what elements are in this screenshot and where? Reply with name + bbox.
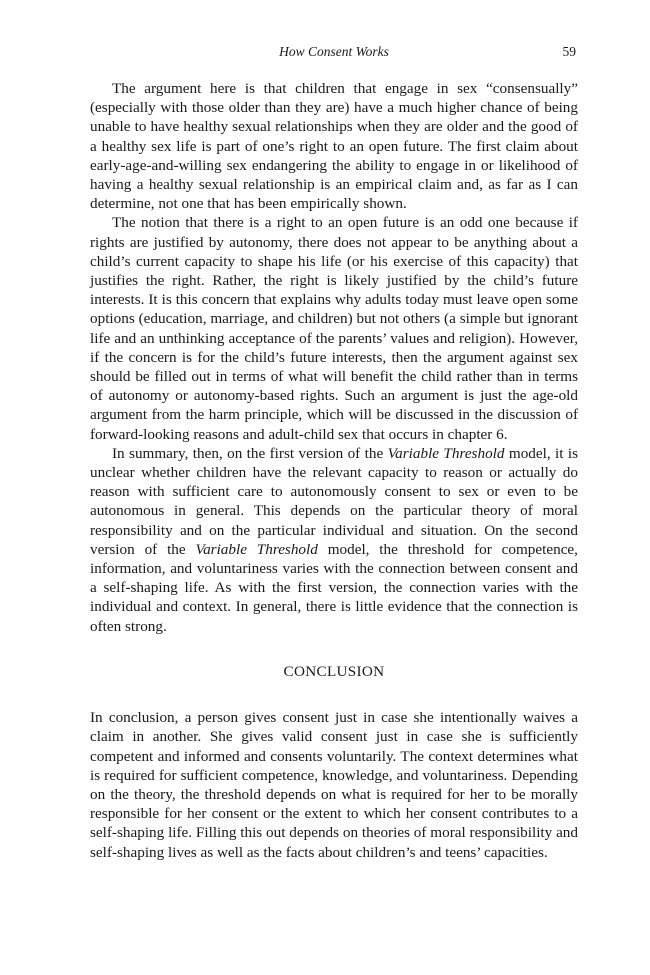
- section-heading: CONCLUSION: [283, 662, 385, 680]
- paragraph-argument: The argument here is that children that engage in sex “consensually” (especially with those older than they are) have a much higher chance of being unable to have healthy sexual relationships when they are older and the good of a healthy sex life is part of one’s right to an open future. The first claim about early-age-and-willing sex endangering the ability to engage in or likelihood of having a healthy sexual relationship is an empirical claim and, as far as I can determine, not one that has been empirically shown.: [90, 80, 578, 213]
- book-page: [90, 44, 578, 862]
- running-title: How Consent Works: [279, 44, 389, 59]
- model-name-1: Variable Threshold: [387, 444, 505, 462]
- summary-text-2: model, it is unclear whether children have the relevant capacity to reason or actually do reason with sufficient care to autonomously consent to sex or even to be autonomous in general. This depends on the particular theory of moral responsibility and on the particular individual and situation. On the second version of the: [90, 444, 578, 558]
- running-head: [90, 44, 578, 66]
- summary-text-3: model, the threshold for competence, information, and voluntariness varies with the connection between consent and a self-shaping life. As with the first version, the connection varies with the individual and context. In general, there is little evidence that the connection is often strong.: [90, 540, 578, 635]
- model-name-2: Variable Threshold: [195, 540, 318, 558]
- paragraph-open-future: The notion that there is a right to an open future is an odd one because if rights are justified by autonomy, there does not appear to be anything about a child’s current capacity to shape his life (or his exercise of this capacity) that justifies the right. Rather, the right is likely justified by the child’s future interests. It is this concern that explains why adults today must leave open some options (education, marriage, and children) but not others (a simple but ignorant life and an unthinking acceptance of the parents’ values and religion). However, if the concern is for the child’s future interests, then the argument against sex should be filled out in terms of what will benefit the child rather than in terms of autonomy or autonomy-based rights. Such an argument is just the age-old argument from the harm principle, which will be discussed in the discussion of forward-looking reasons and adult-child sex that occurs in chapter 6.: [90, 214, 578, 443]
- summary-text-1: In summary, then, on the first version of the: [112, 444, 388, 462]
- page-number: 59: [562, 44, 576, 59]
- paragraph-conclusion: In conclusion, a person gives consent just in case she intentionally waives a claim in another. She gives valid consent just in case she is sufficiently competent and informed and consents voluntarily. The context determines what is required for sufficient competence, knowledge, and voluntariness. Depending on the theory, the threshold depends on what is required for her to be morally responsible for her consent or the extent to which her consent contributes to a self-shaping life. Filling this out depends on theories of moral responsibility and self-shaping lives as well as the facts about children’s and teens’ capacities.: [90, 709, 578, 861]
- paragraph-summary: [90, 444, 578, 636]
- body-text: [90, 79, 578, 862]
